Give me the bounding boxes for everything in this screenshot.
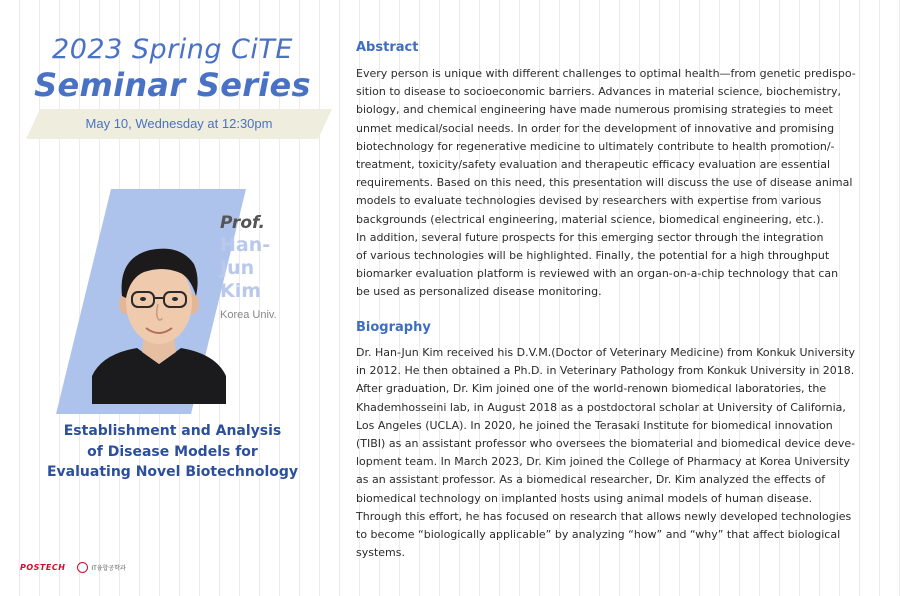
it-dept-emblem-icon <box>77 562 88 573</box>
abstract-line: In addition, several future prospects for this emerging sector through the integration <box>356 230 824 244</box>
biography-line: systems. <box>356 546 405 560</box>
biography-line: as an assistant professor. As a biomedical researcher, Dr. Kim analyzed the effects of <box>356 473 826 487</box>
biography-heading: Biography <box>356 320 431 335</box>
biography-line: Khademhosseini lab, in August 2018 as a postdoctoral scholar at University of California, <box>356 400 846 414</box>
speaker-prefix: Prof. <box>220 213 265 233</box>
speaker-name-line: Han- <box>220 234 271 256</box>
abstract-line: Every person is unique with different challenges to optimal health—from genetic predispo- <box>356 67 856 80</box>
it-dept-logo-text: IT융합공학과 <box>91 566 126 572</box>
left-panel <box>0 0 345 596</box>
abstract-text <box>356 65 882 302</box>
speaker-name-line: Kim <box>220 280 262 302</box>
biography-text <box>356 344 882 562</box>
speaker-name-block <box>220 212 277 321</box>
biography-line: in 2012. He then obtained a Ph.D. in Veterinary Pathology from Konkuk University in 2018. <box>356 364 855 378</box>
biography-line: Through this effort, he has focused on research that allows newly developed technologies <box>356 509 852 523</box>
postech-logo: POSTECH <box>20 563 66 572</box>
biography-line: lopment team. In March 2023, Dr. Kim joined the College of Pharmacy at Korea University <box>356 455 850 469</box>
abstract-line: biotechnology for regenerative medicine to ultimately contribute to health promotion/- <box>356 139 835 153</box>
seminar-date: May 10, Wednesday at 12:30pm <box>85 116 273 131</box>
speaker-photo <box>92 236 226 404</box>
biography-line: to become “biologically applicable” by analyzing “how” and “why” that affect biological <box>356 528 841 542</box>
abstract-line: be used as personalized disease monitoring. <box>356 285 602 299</box>
talk-title <box>30 421 315 483</box>
biography-line: After graduation, Dr. Kim joined one of the world-renown biomedical laboratories, the <box>356 382 827 396</box>
abstract-line: sition to disease to socioeconomic barriers. Advances in material science, biochemistry, <box>356 85 842 99</box>
series-title-line1: 2023 Spring CiTE <box>52 34 293 65</box>
it-dept-logo <box>77 562 125 573</box>
abstract-line: unmet medical/social needs. In order for the development of innovative and promising <box>356 121 835 135</box>
talk-title-line: Establishment and Analysis <box>63 423 282 439</box>
abstract-line: biology, and chemical engineering have made numerous promising strategies to meet <box>356 103 833 117</box>
abstract-line: models to evaluate technologies devised by researchers with expertise from various <box>356 194 822 208</box>
series-title-line2: Seminar Series <box>34 66 311 104</box>
biography-line: Los Angeles (UCLA). In 2020, he joined the Terasaki Institute for biomedical innovation <box>356 418 833 432</box>
talk-title-line: Evaluating Novel Biotechnology <box>46 464 299 480</box>
abstract-line: backgrounds (electrical engineering, material science, biomedical engineering, etc.). <box>356 212 824 226</box>
biography-line: (TIBI) as an assistant professor who oversees the biomaterial and biomedical device deve- <box>356 437 856 451</box>
abstract-line: requirements. Based on this need, this presentation will discuss the use of disease animal <box>356 176 853 190</box>
speaker-affiliation: Korea Univ. <box>220 309 277 321</box>
biography-line: Dr. Han-Jun Kim received his D.V.M.(Doctor of Veterinary Medicine) from Konkuk University <box>356 346 855 359</box>
abstract-line: biomarker evaluation platform is reviewed with an organ-on-a-chip technology that can <box>356 267 839 281</box>
biography-line: biomedical technology on implanted hosts using animal models of human disease. <box>356 491 813 505</box>
abstract-line: of various technologies will be highlighted. Finally, the potential for a high throughput <box>356 249 830 263</box>
abstract-line: treatment, toxicity/safety evaluation and therapeutic efficacy evaluation are essential <box>356 158 831 172</box>
speaker-name-line: Jun <box>220 257 255 279</box>
abstract-heading: Abstract <box>356 40 419 55</box>
talk-title-line: of Disease Models for <box>87 443 258 460</box>
footer-logos <box>20 562 126 573</box>
